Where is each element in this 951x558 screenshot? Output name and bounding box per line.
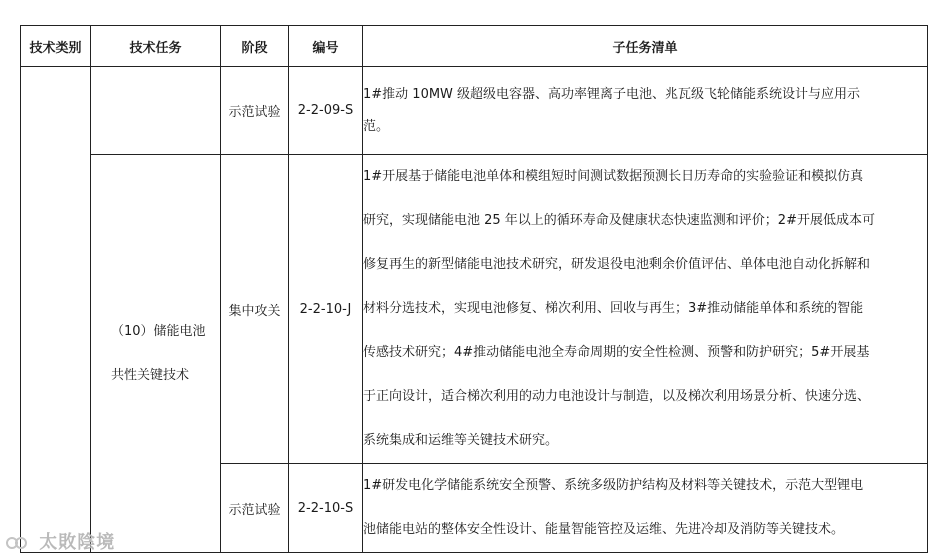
subtask-cell	[363, 67, 928, 155]
code-cell: 2-2-10-J	[289, 155, 363, 464]
task-name-line1: （10）储能电池	[111, 323, 206, 339]
header-subtasks: 子任务清单	[363, 26, 928, 67]
task-table	[20, 25, 928, 553]
subtask-cell	[363, 464, 928, 553]
task-cell	[91, 155, 221, 553]
header-task: 技术任务	[91, 26, 221, 67]
subtask-line: 修复再生的新型储能电池技术研究，研发退役电池剩余价值评估、单体电池自动化拆解和	[363, 257, 871, 272]
subtask-line: 材料分选技术，实现电池修复、梯次利用、回收与再生；3#推动储能单体和系统的智能	[363, 301, 864, 316]
subtask-line: 传感技术研究；4#推动储能电池全寿命周期的安全性检测、预警和防护研究；5#开展基	[363, 345, 870, 360]
subtask-line: 范。	[363, 118, 390, 134]
stage-cell: 集中攻关	[221, 155, 289, 464]
stage-cell: 示范试验	[221, 464, 289, 553]
watermark-text: 太敗陰境	[39, 532, 116, 553]
code-cell: 2-2-10-S	[289, 464, 363, 553]
subtask-line: 系统集成和运维等关键技术研究。	[363, 433, 559, 448]
task-cell-empty	[91, 67, 221, 155]
watermark-logo-icon	[6, 535, 28, 551]
header-code: 编号	[289, 26, 363, 67]
task-name-line2: 共性关键技术	[111, 367, 190, 383]
code-cell: 2-2-09-S	[289, 67, 363, 155]
subtask-line: 1#开展基于储能电池单体和模组短时间测试数据预测长日历寿命的实验验证和模拟仿真	[363, 169, 864, 184]
subtask-line: 池储能电站的整体安全性设计、能量智能管控及运维、先进冷却及消防等关键技术。	[363, 522, 845, 537]
table-row	[21, 155, 928, 464]
table-row	[21, 67, 928, 155]
subtask-line: 研究，实现储能电池 25 年以上的循环寿命及健康状态快速监测和评价；2#开展低成本可	[363, 213, 875, 228]
subtask-cell	[363, 155, 928, 464]
subtask-line: 1#研发电化学储能系统安全预警、系统多级防护结构及材料等关键技术，示范大型锂电	[363, 478, 864, 493]
watermark	[6, 528, 115, 554]
stage-cell: 示范试验	[221, 67, 289, 155]
subtask-line: 1#推动 10MW 级超级电容器、高功率锂离子电池、兆瓦级飞轮储能系统设计与应用示	[363, 86, 861, 102]
header-category: 技术类别	[21, 26, 91, 67]
table-header-row	[21, 26, 928, 67]
header-stage: 阶段	[221, 26, 289, 67]
category-cell	[21, 67, 91, 553]
subtask-line: 于正向设计，适合梯次利用的动力电池设计与制造，以及梯次利用场景分析、快速分选、	[363, 389, 871, 404]
